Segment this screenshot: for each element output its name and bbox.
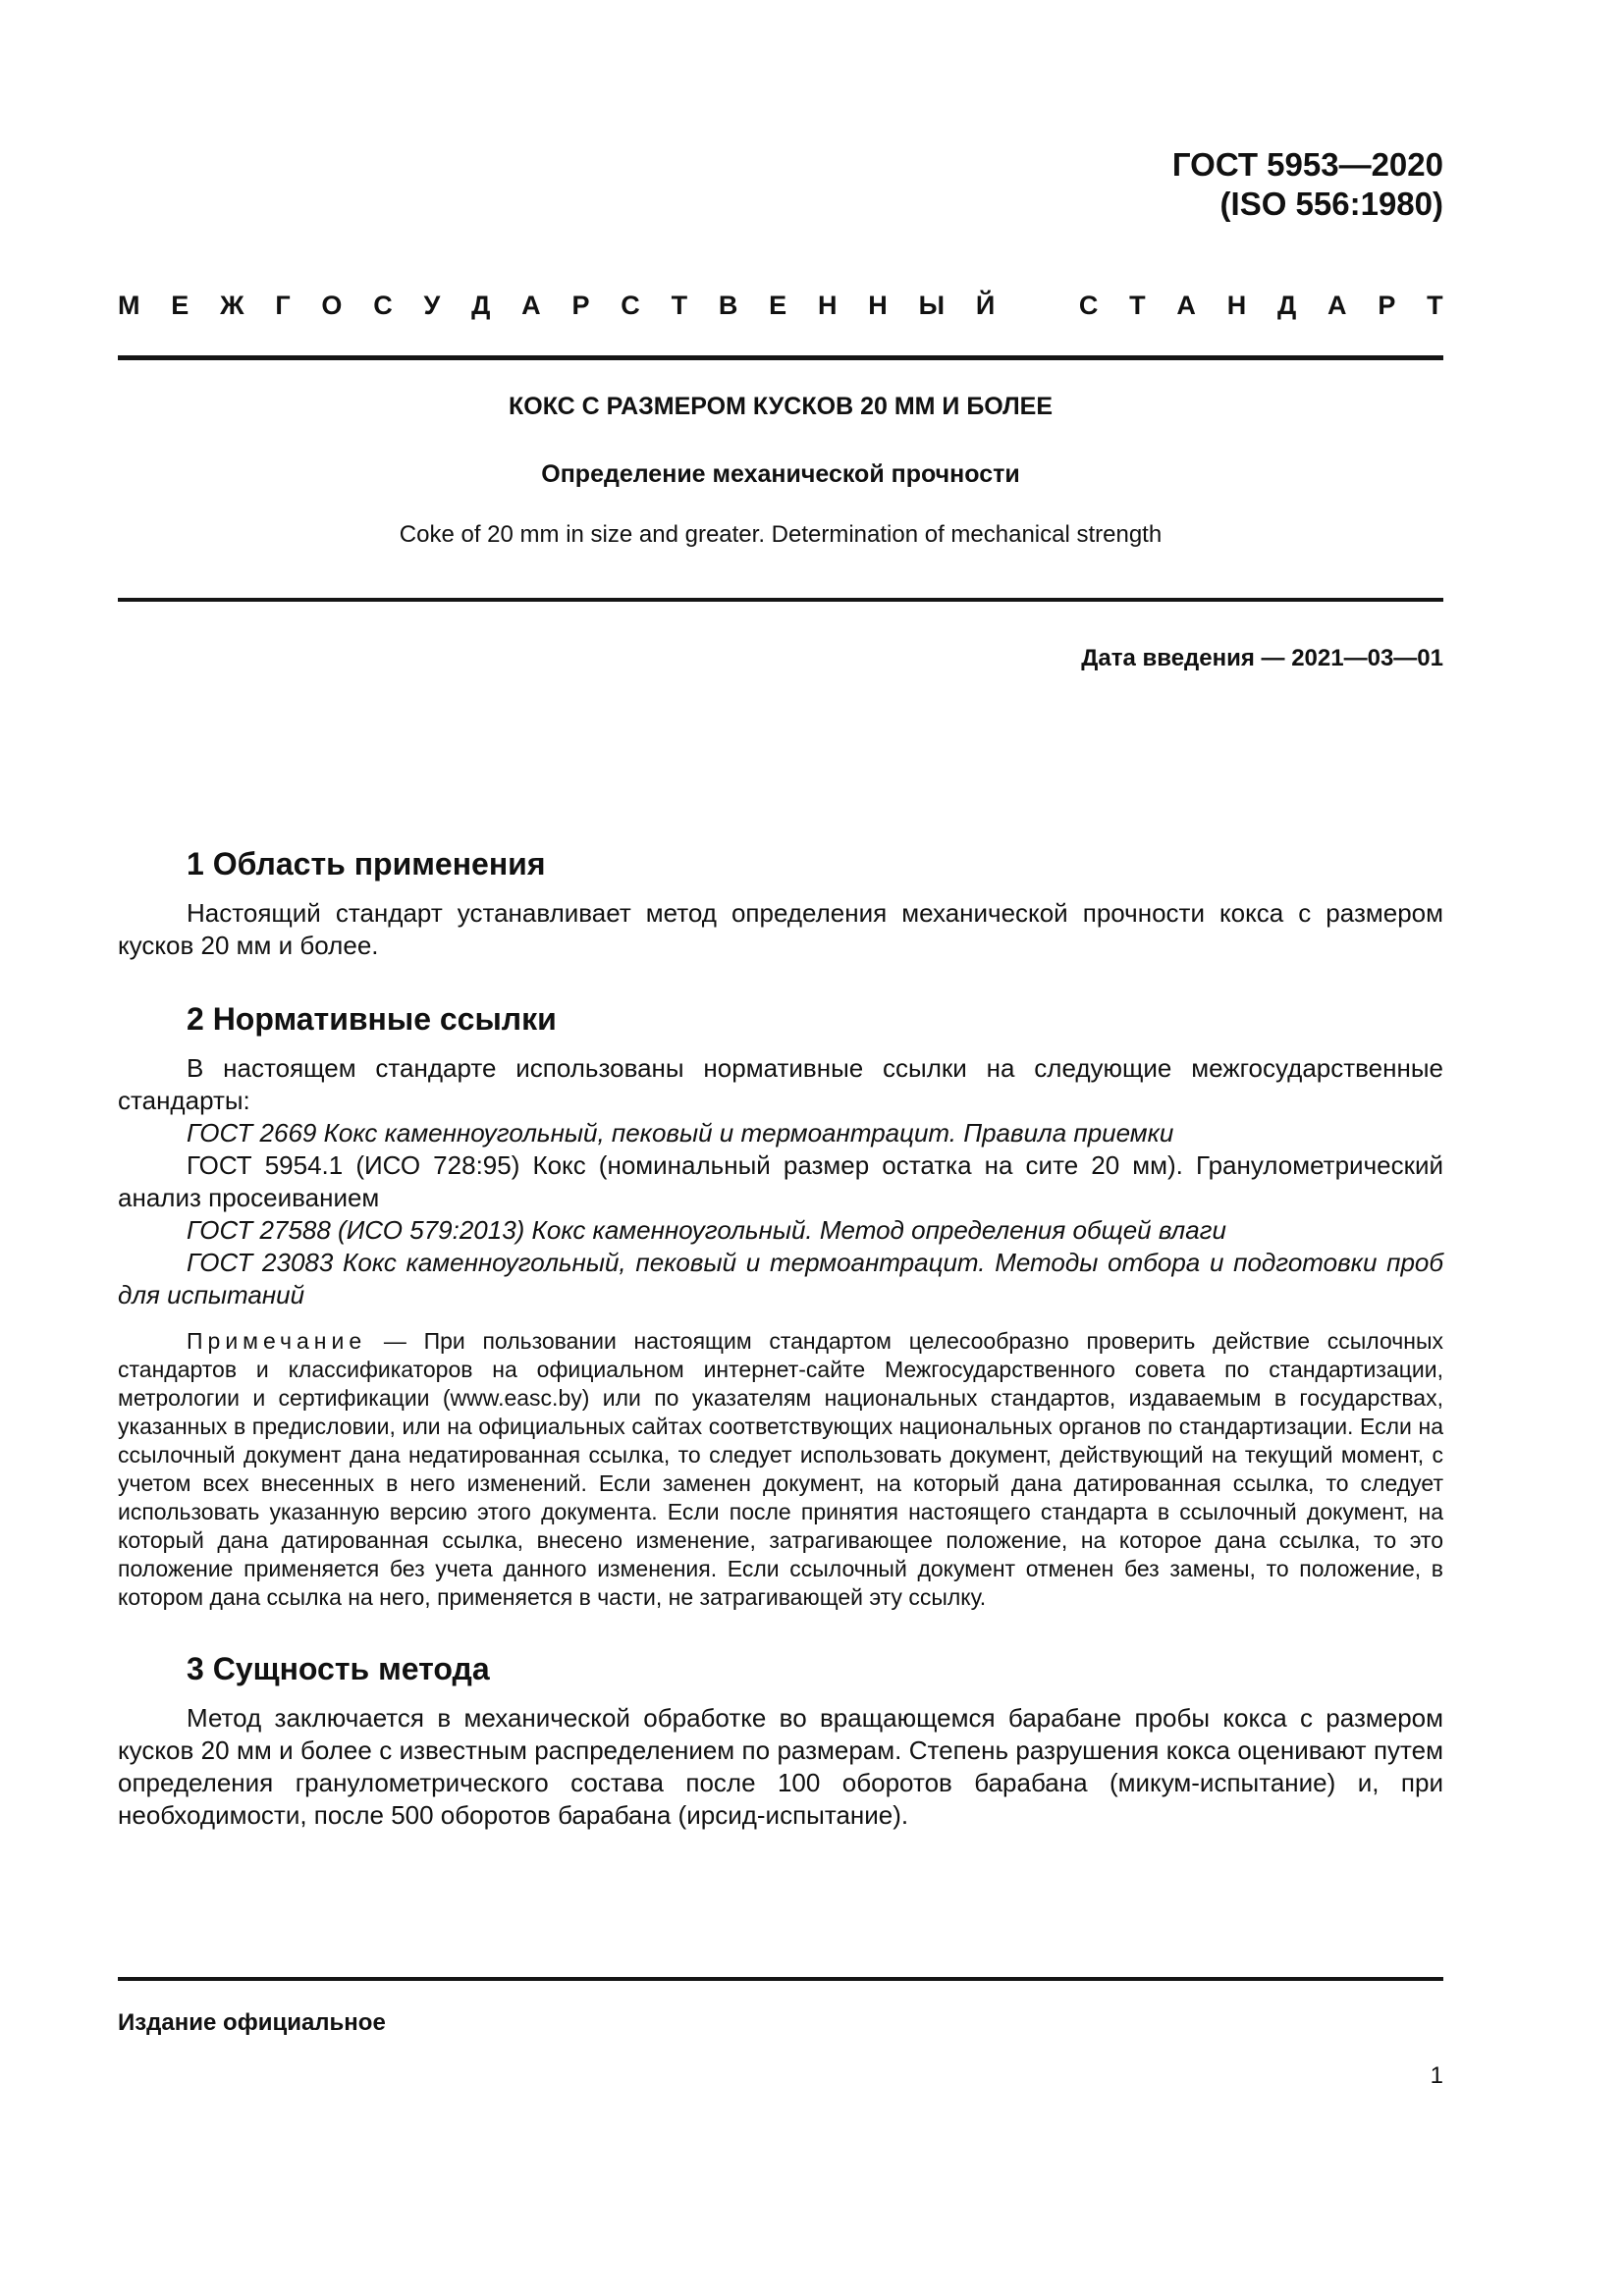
word-gap xyxy=(1026,289,1048,322)
letter: Д xyxy=(471,291,491,320)
letter: М xyxy=(118,291,140,320)
document-title: КОКС С РАЗМЕРОМ КУСКОВ 20 ММ И БОЛЕЕ xyxy=(508,393,1054,420)
section-heading: 3 Сущность метода xyxy=(187,1651,490,1686)
document-subtitle: Определение механической прочности xyxy=(541,460,1020,488)
letter: Ы xyxy=(918,291,946,320)
reference-item: ГОСТ 23083 Кокс каменноугольный, пековый и термоантрацит. Методы отбора и подготовки проб для испытаний xyxy=(118,1248,1443,1309)
edition-label: Издание официальное xyxy=(118,2009,386,2036)
letter: Н xyxy=(817,291,838,320)
letter: А xyxy=(521,291,541,320)
letter: Т xyxy=(671,291,688,320)
letter: С xyxy=(621,291,640,320)
note xyxy=(118,1327,1443,1612)
section-normative-references xyxy=(118,999,1443,1612)
standard-type-heading xyxy=(118,289,1443,322)
header-rule xyxy=(118,355,1443,360)
letter: Й xyxy=(975,291,996,320)
letter: Е xyxy=(769,291,787,320)
gost-number: ГОСТ 5953—2020 xyxy=(1171,146,1443,183)
letter: Н xyxy=(868,291,888,320)
section-heading: 2 Нормативные ссылки xyxy=(187,1001,557,1037)
letter: Е xyxy=(171,291,189,320)
reference-item: ГОСТ 27588 (ИСО 579:2013) Кокс каменноугольный. Метод определения общей влаги xyxy=(187,1215,1226,1245)
note-label: Примечание xyxy=(187,1328,367,1354)
document-title-english: Coke of 20 mm in size and greater. Determination of mechanical strength xyxy=(399,521,1163,548)
letter: Т xyxy=(1427,291,1443,320)
footer-rule xyxy=(118,1977,1443,1981)
section-heading: 1 Область применения xyxy=(187,846,546,881)
letter: С xyxy=(1078,291,1099,320)
iso-number: (ISO 556:1980) xyxy=(1219,186,1443,222)
paragraph: В настоящем стандарте использованы нормативные ссылки на следующие межгосударственные стандарты: xyxy=(118,1053,1443,1115)
letter: Ж xyxy=(220,291,244,320)
note-text: — При пользовании настоящим стандартом целесообразно проверить действие ссылочных стандартов и классификаторов на официальном интернет-сайте Межгосударственного совета по стандартизации, метрологии и сертификации (www.easc.by) или по указателям национальных стандартов, издаваемым в государствах, указанных в предисловии, или на официальных сайтах соответствующих национальных органов по стандартизации. Если на ссылочный документ дана недатированная ссылка, то следует использовать документ, действующий на текущий момент, с учетом всех внесенных в него изменений. Если заменен документ, на который дана датированная ссылка, то следует использовать указанную версию этого документа. Если после принятия настоящего стандарта в ссылочный документ, на который дана датированная ссылка, внесено изменение, затрагивающее положение, на которое дана ссылка, то это положение применяется без учета данного изменения. Если ссылочный документ отменен без замены, то положение, в котором дана ссылка на него, применяется в части, не затрагивающей эту ссылку. xyxy=(118,1328,1443,1610)
letter: Р xyxy=(571,291,590,320)
letter: Т xyxy=(1129,291,1146,320)
paragraph: Настоящий стандарт устанавливает метод определения механической прочности кокса с размером кусков 20 мм и более. xyxy=(118,898,1443,960)
page-number: 1 xyxy=(1430,2062,1443,2089)
letter: А xyxy=(1176,291,1196,320)
letter: С xyxy=(373,291,393,320)
letter: О xyxy=(321,291,343,320)
document-body xyxy=(118,844,1443,1869)
paragraph: Метод заключается в механической обработке во вращающемся барабане пробы кокса с размером кусков 20 мм и более с известным распределением по размерам. Степень разрушения кокса оценивают путем определения гранулометрического состава после 100 оборотов барабана (микум-испытание) и, при необходимости, после 500 оборотов барабана (ирсид-испытание). xyxy=(118,1703,1443,1830)
letter: У xyxy=(423,291,441,320)
reference-item: ГОСТ 5954.1 (ИСО 728:95) Кокс (номинальный размер остатка на сите 20 мм). Гранулометрический анализ просеиванием xyxy=(118,1150,1443,1212)
letter: Г xyxy=(275,291,291,320)
letter: Р xyxy=(1378,291,1396,320)
introduction-date: Дата введения — 2021—03—01 xyxy=(1081,645,1443,671)
section-method-principle xyxy=(118,1649,1443,1832)
letter: В xyxy=(718,291,738,320)
reference-item: ГОСТ 2669 Кокс каменноугольный, пековый и термоантрацит. Правила приемки xyxy=(187,1118,1174,1148)
gost-designation xyxy=(1172,145,1443,224)
section-scope xyxy=(118,844,1443,962)
letter: А xyxy=(1327,291,1347,320)
letter: Д xyxy=(1277,291,1297,320)
title-rule xyxy=(118,598,1443,602)
letter: Н xyxy=(1226,291,1247,320)
